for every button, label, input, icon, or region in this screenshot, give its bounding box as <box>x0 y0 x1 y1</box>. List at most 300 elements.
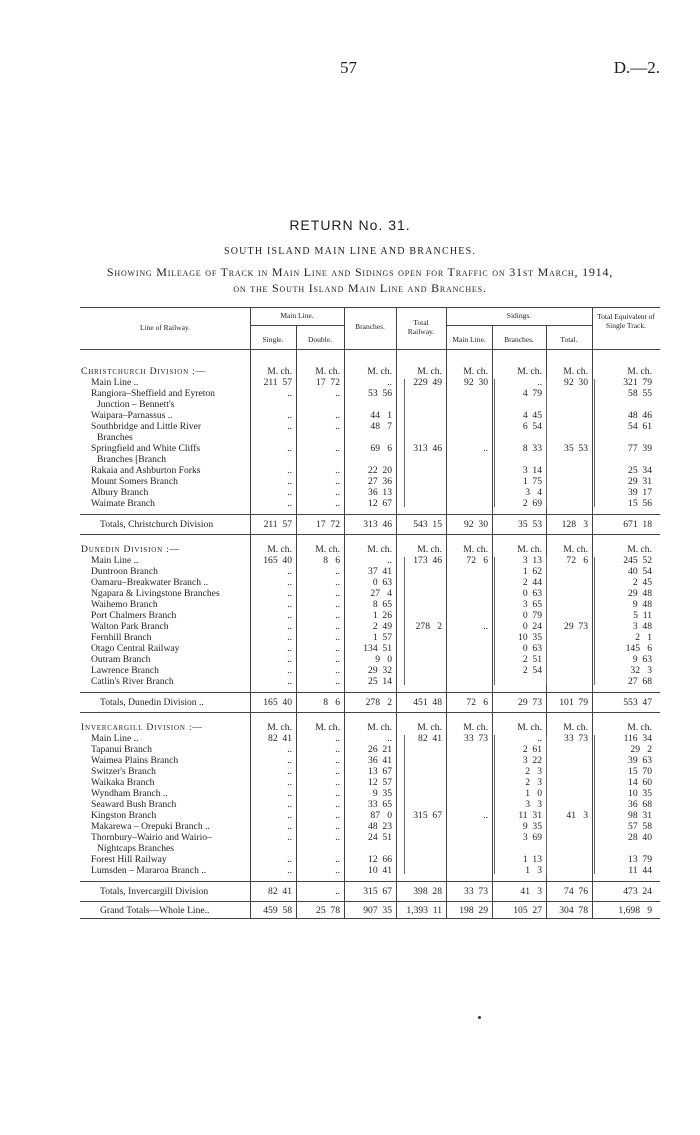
row-value-s: .. <box>287 465 292 476</box>
row-label: Lawrence Branch <box>91 665 159 676</box>
row-label: Seaward Bush Branch <box>91 799 177 810</box>
unit-label-st: M. ch. <box>563 544 588 555</box>
row-value-sb: .. <box>537 733 542 744</box>
row-value-eq: 2 45 <box>632 577 652 588</box>
row-value-sb: 1 3 <box>525 865 542 876</box>
row-value-eq: 77 39 <box>628 443 652 454</box>
main-line-subrule <box>250 325 344 326</box>
row-value-eq: 14 60 <box>628 777 652 788</box>
row-label: Albury Branch <box>91 487 149 498</box>
total-value-d: 17 72 <box>316 519 340 530</box>
column-rule <box>492 325 493 918</box>
row-value-d: .. <box>335 854 340 865</box>
row-value-d: .. <box>335 755 340 766</box>
row-value-sb: 11 31 <box>518 810 542 821</box>
col-header-sidings-main: Main Line. <box>452 335 486 344</box>
row-value-s: .. <box>287 744 292 755</box>
division-heading: Dunedin Division :— <box>81 544 180 555</box>
row-label: Junction – Bennett's <box>97 399 175 410</box>
row-value-s: .. <box>287 577 292 588</box>
unit-label-d: M. ch. <box>315 366 340 377</box>
row-value-b: 69 6 <box>370 443 392 454</box>
row-value-s: .. <box>287 388 292 399</box>
row-value-b: 48 7 <box>370 421 392 432</box>
unit-label-eq: M. ch. <box>627 722 652 733</box>
row-value-sb: 8 33 <box>522 443 542 454</box>
total-value-eq: 553 47 <box>623 697 652 708</box>
unit-label-d: M. ch. <box>315 544 340 555</box>
table-top-rule <box>80 307 660 308</box>
row-value-eq: 5 11 <box>633 610 652 621</box>
document-reference: D.—2. <box>613 58 660 77</box>
row-label: Branches [Branch <box>97 454 166 465</box>
row-value-eq: 39 63 <box>628 755 652 766</box>
row-value-d: .. <box>335 410 340 421</box>
row-label: Catlin's River Branch <box>91 676 174 687</box>
row-value-eq: 28 40 <box>628 832 652 843</box>
unit-label-sb: M. ch. <box>517 366 542 377</box>
total-value-d: .. <box>335 886 340 897</box>
unit-label-sm: M. ch. <box>463 722 488 733</box>
row-value-b: 36 13 <box>368 487 392 498</box>
row-value-sb: 2 51 <box>522 654 542 665</box>
row-value-s: .. <box>287 421 292 432</box>
row-value-d: .. <box>335 610 340 621</box>
row-value-eq: 15 56 <box>628 498 652 509</box>
total-value-sb: 29 73 <box>518 697 542 708</box>
column-rule <box>592 307 593 918</box>
total-value-tr: 451 48 <box>413 697 442 708</box>
brace-railway <box>400 735 405 874</box>
total-value-s: 211 57 <box>263 519 292 530</box>
total-value-sm: 72 6 <box>466 697 488 708</box>
row-value-sb: .. <box>537 377 542 388</box>
division-heading: Invercargill Division :— <box>81 722 203 733</box>
row-label: Walton Park Branch <box>91 621 169 632</box>
description-line-1: Showing Mileage of Track in Main Line and Sidings open for Traffic on 31st March, 1914, <box>106 265 614 279</box>
col-header-equivalent: Total Equivalent of Single Track. <box>597 312 655 330</box>
row-value-s: .. <box>287 498 292 509</box>
row-label: Forest Hill Railway <box>91 854 167 865</box>
grand-total-value-tr: 1,393 11 <box>406 905 442 916</box>
row-value-b: 48 23 <box>368 821 392 832</box>
row-value-b: 12 67 <box>368 498 392 509</box>
row-value-st: 35 53 <box>564 443 588 454</box>
row-value-st: 41 3 <box>566 810 588 821</box>
row-value-s: .. <box>287 410 292 421</box>
row-value-d: .. <box>335 654 340 665</box>
col-header-sidings-total: Total. <box>560 335 578 344</box>
row-value-sm: 33 73 <box>464 733 488 744</box>
grand-total-value-sm: 198 29 <box>459 905 488 916</box>
brace-sidings-right <box>542 379 547 507</box>
row-value-sb: 2 3 <box>525 777 542 788</box>
total-value-s: 82 41 <box>268 886 292 897</box>
total-value-b: 315 67 <box>363 886 392 897</box>
row-value-eq: 321 79 <box>623 377 652 388</box>
brace-railway <box>400 557 405 685</box>
section-total-top-rule <box>80 692 660 693</box>
row-label: Duntroon Branch <box>91 566 158 577</box>
row-value-s: .. <box>287 755 292 766</box>
section-total-label: Totals, Invercargill Division <box>100 886 209 897</box>
section-total-bottom-rule <box>80 534 660 535</box>
row-value-sb: 4 79 <box>522 388 542 399</box>
row-value-s: .. <box>287 566 292 577</box>
row-value-s: .. <box>287 766 292 777</box>
row-value-eq: 25 34 <box>628 465 652 476</box>
total-value-tr: 398 28 <box>413 886 442 897</box>
row-value-eq: 27 68 <box>628 676 652 687</box>
row-value-eq: 40 54 <box>628 566 652 577</box>
row-value-sb: 4 45 <box>522 410 542 421</box>
row-value-d: .. <box>335 632 340 643</box>
col-header-sidings: Sidings. <box>506 311 532 320</box>
row-value-sb: 1 13 <box>522 854 542 865</box>
row-value-sb: 3 13 <box>522 555 542 566</box>
total-value-b: 313 46 <box>363 519 392 530</box>
row-value-b: 53 56 <box>368 388 392 399</box>
row-value-sb: 3 69 <box>522 832 542 843</box>
row-value-eq: 29 48 <box>628 588 652 599</box>
row-label: Port Chalmers Branch <box>91 610 177 621</box>
row-value-b: 1 57 <box>372 632 392 643</box>
page-number: 57 <box>340 58 357 77</box>
unit-label-b: M. ch. <box>367 366 392 377</box>
row-value-s: .. <box>287 821 292 832</box>
row-value-sb: 0 79 <box>522 610 542 621</box>
total-value-d: 8 6 <box>323 697 340 708</box>
unit-label-s: M. ch. <box>267 722 292 733</box>
grand-total-value-st: 304 78 <box>559 905 588 916</box>
total-value-st: 74 76 <box>564 886 588 897</box>
section-total-bottom-rule <box>80 712 660 713</box>
row-value-d: .. <box>335 421 340 432</box>
row-value-b: 134 51 <box>363 643 392 654</box>
row-value-eq: 98 31 <box>628 810 652 821</box>
row-value-s: 82 41 <box>268 733 292 744</box>
column-rule <box>396 307 397 918</box>
row-label: Lumsden – Mararoa Branch .. <box>91 865 207 876</box>
unit-label-b: M. ch. <box>367 722 392 733</box>
row-value-eq: 245 52 <box>623 555 652 566</box>
unit-label-b: M. ch. <box>367 544 392 555</box>
row-value-s: .. <box>287 788 292 799</box>
column-rule <box>446 307 447 918</box>
row-label: Waimate Branch <box>91 498 155 509</box>
row-value-b: 29 32 <box>368 665 392 676</box>
row-value-eq: 11 44 <box>628 865 652 876</box>
section-total-top-rule <box>80 881 660 882</box>
brace-railway <box>400 379 405 507</box>
row-label: Rakaia and Ashburton Forks <box>91 465 201 476</box>
division-heading: Christchurch Division :— <box>81 366 207 377</box>
grand-total-label: Grand Totals—Whole Line.. <box>100 905 210 916</box>
sidings-subrule <box>446 325 592 326</box>
unit-label-tr: M. ch. <box>417 544 442 555</box>
row-value-sb: 2 44 <box>522 577 542 588</box>
row-value-b: 12 66 <box>368 854 392 865</box>
row-value-eq: 57 58 <box>628 821 652 832</box>
row-value-s: .. <box>287 665 292 676</box>
unit-label-sm: M. ch. <box>463 544 488 555</box>
row-value-sm: 72 6 <box>466 555 488 566</box>
row-label: Main Line .. <box>91 733 139 744</box>
row-value-b: .. <box>387 733 392 744</box>
row-value-sb: 3 3 <box>525 799 542 810</box>
row-value-b: 27 36 <box>368 476 392 487</box>
row-label: Waipara–Parnassus .. <box>91 410 173 421</box>
unit-label-sb: M. ch. <box>517 544 542 555</box>
row-value-b: 25 14 <box>368 676 392 687</box>
section-total-label: Totals, Dunedin Division .. <box>100 697 204 708</box>
row-value-d: .. <box>335 744 340 755</box>
row-label: Waikaka Branch <box>91 777 155 788</box>
row-value-sb: 2 3 <box>525 766 542 777</box>
row-value-eq: 54 61 <box>628 421 652 432</box>
row-value-eq: 2 1 <box>635 632 652 643</box>
row-value-eq: 39 17 <box>628 487 652 498</box>
row-value-sb: 6 54 <box>522 421 542 432</box>
section-total-bottom-rule <box>80 901 660 902</box>
total-value-eq: 473 24 <box>623 886 652 897</box>
row-value-sb: 3 14 <box>522 465 542 476</box>
row-label: Thornbury–Wairio and Wairio– <box>91 832 212 843</box>
column-rule <box>344 307 345 918</box>
row-value-d: .. <box>335 810 340 821</box>
row-value-sm: 92 30 <box>464 377 488 388</box>
row-value-sb: 2 69 <box>522 498 542 509</box>
row-value-eq: 116 34 <box>623 733 652 744</box>
row-value-sb: 0 24 <box>522 621 542 632</box>
row-label: Springfield and White Cliffs <box>91 443 201 454</box>
row-value-d: .. <box>335 566 340 577</box>
unit-label-sb: M. ch. <box>517 722 542 733</box>
row-value-eq: 29 31 <box>628 476 652 487</box>
row-value-tr: 82 41 <box>418 733 442 744</box>
row-value-sb: 0 63 <box>522 643 542 654</box>
row-value-d: 8 6 <box>323 555 340 566</box>
row-value-eq: 36 68 <box>628 799 652 810</box>
header-bottom-rule <box>80 349 660 350</box>
row-value-st: 29 73 <box>564 621 588 632</box>
row-value-st: 92 30 <box>564 377 588 388</box>
row-value-b: 27 4 <box>370 588 392 599</box>
row-value-s: .. <box>287 676 292 687</box>
row-value-st: 33 73 <box>564 733 588 744</box>
row-value-d: .. <box>335 643 340 654</box>
row-value-eq: 29 2 <box>630 744 652 755</box>
row-value-d: .. <box>335 665 340 676</box>
row-value-st: 72 6 <box>566 555 588 566</box>
row-value-sm: .. <box>483 810 488 821</box>
row-value-sb: 1 62 <box>522 566 542 577</box>
row-value-s: .. <box>287 632 292 643</box>
unit-label-tr: M. ch. <box>417 366 442 377</box>
row-value-b: 87 0 <box>370 810 392 821</box>
row-value-s: .. <box>287 621 292 632</box>
col-header-total-railway: Total Railway. <box>407 318 435 336</box>
row-value-d: .. <box>335 577 340 588</box>
row-label: Makarewa – Orepuki Branch .. <box>91 821 210 832</box>
row-value-sb: 10 35 <box>518 632 542 643</box>
grand-total-value-s: 459 58 <box>263 905 292 916</box>
row-value-d: .. <box>335 799 340 810</box>
return-description <box>60 264 660 296</box>
unit-label-d: M. ch. <box>315 722 340 733</box>
row-value-b: 44 1 <box>370 410 392 421</box>
return-title: RETURN No. 31. <box>289 217 411 233</box>
return-subtitle: SOUTH ISLAND MAIN LINE AND BRANCHES. <box>223 246 477 257</box>
row-value-eq: 58 55 <box>628 388 652 399</box>
row-label: Kingston Branch <box>91 810 157 821</box>
row-value-d: .. <box>335 821 340 832</box>
col-header-single: Single. <box>262 335 284 344</box>
row-value-s: .. <box>287 476 292 487</box>
brace-equivalent <box>594 735 599 874</box>
row-value-sb: 3 4 <box>525 487 542 498</box>
row-label: Main Line .. <box>91 555 139 566</box>
row-value-s: .. <box>287 588 292 599</box>
row-value-b: 1 26 <box>372 610 392 621</box>
row-value-s: .. <box>287 777 292 788</box>
brace-equivalent <box>594 379 599 507</box>
row-value-b: 26 21 <box>368 744 392 755</box>
col-header-branches: Branches. <box>355 322 385 331</box>
row-value-b: 8 65 <box>372 599 392 610</box>
row-value-eq: 9 63 <box>632 654 652 665</box>
row-value-b: 37 41 <box>368 566 392 577</box>
row-value-sm: .. <box>483 621 488 632</box>
row-value-s: .. <box>287 865 292 876</box>
row-value-s: .. <box>287 487 292 498</box>
row-value-s: .. <box>287 599 292 610</box>
row-value-sb: 3 22 <box>522 755 542 766</box>
row-value-d: .. <box>335 777 340 788</box>
row-value-eq: 13 79 <box>628 854 652 865</box>
row-value-sb: 0 63 <box>522 588 542 599</box>
row-value-s: .. <box>287 832 292 843</box>
unit-label-s: M. ch. <box>267 366 292 377</box>
row-value-eq: 15 70 <box>628 766 652 777</box>
row-value-b: 33 65 <box>368 799 392 810</box>
row-label: Outram Branch <box>91 654 151 665</box>
row-value-d: .. <box>335 788 340 799</box>
row-value-sb: 3 65 <box>522 599 542 610</box>
row-label: Tapanui Branch <box>91 744 152 755</box>
row-value-s: .. <box>287 854 292 865</box>
brace-sidings-right <box>542 735 547 874</box>
row-value-d: .. <box>335 676 340 687</box>
row-value-eq: 3 48 <box>632 621 652 632</box>
row-value-d: .. <box>335 443 340 454</box>
row-value-b: 10 41 <box>368 865 392 876</box>
row-label: Southbridge and Little River <box>91 421 202 432</box>
row-value-sb: 1 75 <box>522 476 542 487</box>
row-value-d: .. <box>335 599 340 610</box>
row-value-d: .. <box>335 588 340 599</box>
unit-label-eq: M. ch. <box>627 366 652 377</box>
row-value-tr: 315 67 <box>413 810 442 821</box>
row-value-b: 24 51 <box>368 832 392 843</box>
col-header-double: Double. <box>308 335 332 344</box>
row-value-eq: 32 3 <box>630 665 652 676</box>
row-label: Fernhill Branch <box>91 632 152 643</box>
row-label: Ngapara & Livingstone Branches <box>91 588 220 599</box>
row-value-d: .. <box>335 865 340 876</box>
row-value-d: .. <box>335 476 340 487</box>
row-value-d: .. <box>335 498 340 509</box>
row-value-d: .. <box>335 487 340 498</box>
stray-mark <box>478 1016 481 1019</box>
brace-sidings-left <box>494 379 499 507</box>
unit-label-tr: M. ch. <box>417 722 442 733</box>
row-value-sb: 9 35 <box>522 821 542 832</box>
col-header-main-line: Main Line. <box>280 311 314 320</box>
total-value-tr: 543 15 <box>413 519 442 530</box>
unit-label-st: M. ch. <box>563 722 588 733</box>
row-value-eq: 145 6 <box>625 643 652 654</box>
brace-sidings-right <box>542 557 547 685</box>
grand-total-value-eq: 1,698 9 <box>618 905 652 916</box>
brace-sidings-left <box>494 557 499 685</box>
row-value-b: 22 20 <box>368 465 392 476</box>
row-value-s: .. <box>287 799 292 810</box>
row-value-b: .. <box>387 555 392 566</box>
row-label: Otago Central Railway <box>91 643 180 654</box>
row-value-s: .. <box>287 643 292 654</box>
unit-label-st: M. ch. <box>563 366 588 377</box>
row-value-tr: 229 49 <box>413 377 442 388</box>
total-value-st: 101 79 <box>559 697 588 708</box>
description-line-2: on the South Island Main Line and Branches. <box>233 281 487 295</box>
total-value-sm: 33 73 <box>464 886 488 897</box>
row-label: Wyndham Branch .. <box>91 788 168 799</box>
row-value-tr: 173 46 <box>413 555 442 566</box>
row-value-eq: 9 48 <box>632 599 652 610</box>
section-total-top-rule <box>80 514 660 515</box>
col-header-sidings-branches: Branches. <box>504 335 534 344</box>
row-value-s: 211 57 <box>263 377 292 388</box>
row-value-b: 12 57 <box>368 777 392 788</box>
row-value-b: .. <box>387 377 392 388</box>
row-value-d: .. <box>335 388 340 399</box>
grand-total-value-sb: 105 27 <box>513 905 542 916</box>
row-value-b: 0 63 <box>372 577 392 588</box>
row-label: Oamaru–Breakwater Branch .. <box>91 577 209 588</box>
row-value-s: 165 40 <box>263 555 292 566</box>
row-value-sb: 2 61 <box>522 744 542 755</box>
row-label: Waimea Plains Branch <box>91 755 179 766</box>
total-value-sb: 35 53 <box>518 519 542 530</box>
row-value-d: .. <box>335 733 340 744</box>
row-value-b: 9 0 <box>375 654 392 665</box>
row-value-s: .. <box>287 443 292 454</box>
row-value-eq: 10 35 <box>628 788 652 799</box>
grand-total-value-d: 25 78 <box>316 905 340 916</box>
row-label: Waihemo Branch <box>91 599 158 610</box>
total-value-st: 128 3 <box>561 519 588 530</box>
grand-total-value-b: 907 35 <box>363 905 392 916</box>
row-value-d: .. <box>335 766 340 777</box>
unit-label-sm: M. ch. <box>463 366 488 377</box>
total-value-sm: 92 30 <box>464 519 488 530</box>
row-value-d: .. <box>335 832 340 843</box>
row-value-s: .. <box>287 810 292 821</box>
row-value-d: .. <box>335 465 340 476</box>
row-value-eq: 48 46 <box>628 410 652 421</box>
row-value-s: .. <box>287 654 292 665</box>
